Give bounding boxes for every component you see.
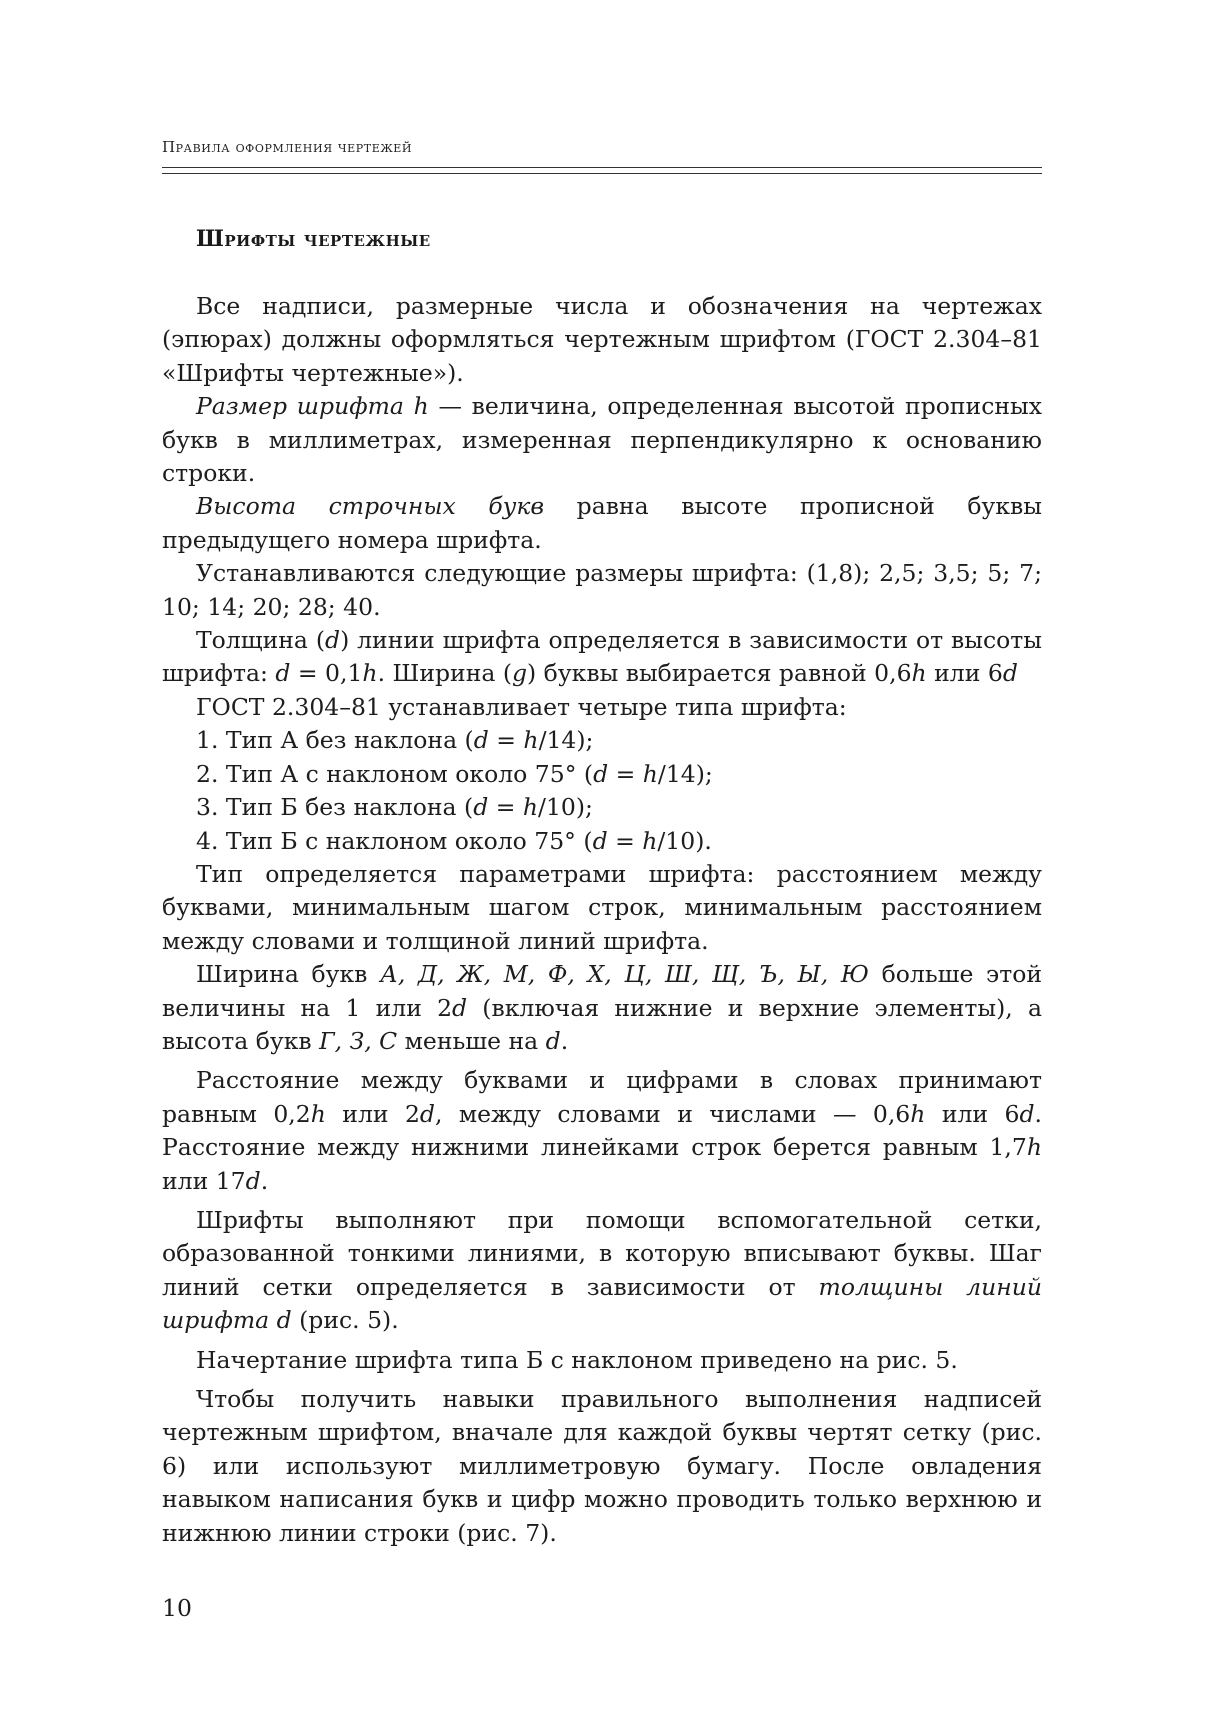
text: больше этой величины на 1 или 2 bbox=[162, 960, 1043, 1022]
text: = bbox=[488, 726, 524, 755]
text: . Расстояние между нижними линейками строк берется равным 1,7 bbox=[162, 1099, 1042, 1162]
text: /14); bbox=[538, 726, 594, 755]
text: (включая нижние и верхние элементы), а высота букв bbox=[162, 993, 1042, 1055]
list-item bbox=[162, 724, 1042, 757]
text: = 0,1 bbox=[290, 659, 363, 688]
text: . bbox=[260, 1166, 269, 1195]
text: или 6 bbox=[925, 1099, 1020, 1128]
italic-text: Высота строчных букв bbox=[196, 492, 545, 521]
paragraph bbox=[162, 1204, 1042, 1338]
paragraph bbox=[162, 958, 1042, 1058]
running-head: Правила оформления чертежей bbox=[162, 138, 413, 156]
paragraph bbox=[162, 390, 1042, 490]
text: или 2 bbox=[325, 1099, 420, 1128]
text: или 6 bbox=[926, 659, 1003, 688]
text: (рис. 5). bbox=[291, 1306, 399, 1335]
text: 3. Тип Б без наклона ( bbox=[196, 793, 474, 822]
italic-text: d bbox=[245, 1166, 261, 1195]
text: Ширина букв bbox=[196, 960, 381, 989]
italic-text: d bbox=[1019, 1099, 1035, 1128]
text: = bbox=[607, 826, 643, 855]
text: — величина, определенная высотой прописных букв в миллиметрах, измеренная перпендикулярно к основанию строки. bbox=[162, 392, 1042, 488]
italic-text: d bbox=[325, 626, 341, 655]
italic-text: А, Д, Ж, М, Ф, Х, Ц, Ш, Щ, Ъ, Ы, Ю bbox=[380, 960, 869, 989]
italic-text: h bbox=[911, 659, 927, 688]
text: Начертание шрифта типа Б с наклоном приведено на рис. 5. bbox=[196, 1345, 958, 1374]
italic-text: d bbox=[592, 826, 608, 855]
text: Тип определяется параметрами шрифта: расстоянием между буквами, минимальным шагом строк, минимальным расстоянием между словами и толщиной линий шрифта. bbox=[162, 859, 1042, 955]
paragraph bbox=[162, 557, 1042, 624]
paragraph bbox=[162, 691, 1042, 724]
paragraph bbox=[162, 858, 1042, 958]
list-item bbox=[162, 758, 1042, 791]
text: Устанавливаются следующие размеры шрифта: (1,8); 2,5; 3,5; 5; 7; 10; 14; 20; 28; 40. bbox=[162, 559, 1042, 621]
text: = bbox=[488, 793, 523, 822]
italic-text: h bbox=[642, 826, 658, 855]
paragraph bbox=[162, 1344, 1042, 1377]
text: ) линии шрифта определяется в зависимости от высоты шрифта: bbox=[162, 626, 1042, 688]
text: ) буквы выбирается равной 0,6 bbox=[527, 659, 912, 688]
italic-text: h bbox=[642, 759, 658, 788]
header-rule-top bbox=[162, 167, 1042, 168]
italic-text: d bbox=[473, 726, 489, 755]
text: ГОСТ 2.304–81 устанавливает четыре типа шрифта: bbox=[196, 692, 847, 721]
list-item bbox=[162, 791, 1042, 824]
italic-text: Размер шрифта h bbox=[196, 392, 429, 421]
italic-text: h bbox=[910, 1099, 926, 1128]
italic-text: h bbox=[310, 1099, 326, 1128]
text: = bbox=[608, 759, 643, 788]
text: . Ширина ( bbox=[377, 659, 512, 688]
list-item bbox=[162, 825, 1042, 858]
italic-text: Г, З, С bbox=[319, 1026, 398, 1055]
text: Все надписи, размерные числа и обозначения на чертежах (эпюрах) должны оформляться чертежным шрифтом (ГОСТ 2.304–81 «Шрифты чертежные»). bbox=[162, 292, 1042, 387]
paragraph bbox=[162, 490, 1042, 557]
paragraph bbox=[162, 1064, 1042, 1198]
italic-text: d bbox=[545, 1026, 561, 1055]
text: 2. Тип А с наклоном около 75° ( bbox=[196, 759, 594, 788]
text: , между словами и числами — 0,6 bbox=[434, 1099, 911, 1128]
text: /10). bbox=[657, 826, 712, 855]
body-text bbox=[162, 290, 1042, 1550]
italic-text: d bbox=[275, 659, 291, 688]
text: . bbox=[560, 1026, 569, 1055]
italic-text: g bbox=[512, 659, 528, 688]
text: или 17 bbox=[162, 1166, 246, 1195]
text: /14); bbox=[657, 759, 713, 788]
text: Расстояние между буквами и цифрами в словах принимают равным 0,2 bbox=[162, 1066, 1042, 1128]
italic-text: d bbox=[452, 993, 468, 1022]
italic-text: h bbox=[522, 793, 539, 822]
paragraph bbox=[162, 624, 1042, 691]
section-heading: Шрифты чертежные bbox=[196, 226, 431, 252]
page-number: 10 bbox=[162, 1594, 192, 1622]
italic-text: толщины линий шрифта d bbox=[162, 1272, 1042, 1335]
italic-text: d bbox=[473, 793, 489, 822]
text: 1. Тип А без наклона ( bbox=[196, 726, 474, 755]
text: меньше на bbox=[397, 1026, 546, 1055]
italic-text: h bbox=[362, 659, 378, 688]
text: Чтобы получить навыки правильного выполнения надписей чертежным шрифтом, вначале для каждой буквы чертят сетку (рис. 6) или используют миллиметровую бумагу. После овладения навыком написания букв и цифр можно проводить только верхнюю и нижнюю линии строки (рис. 7). bbox=[162, 1385, 1042, 1547]
italic-text: d bbox=[593, 759, 609, 788]
text: равна высоте прописной буквы предыдущего номера шрифта. bbox=[162, 492, 1042, 554]
text: Толщина ( bbox=[196, 626, 326, 655]
paragraph bbox=[162, 1383, 1042, 1550]
italic-text: h bbox=[523, 726, 539, 755]
italic-text: h bbox=[1026, 1133, 1042, 1162]
text: /10); bbox=[538, 793, 593, 822]
header-rule-bottom bbox=[162, 173, 1042, 174]
italic-text: d bbox=[419, 1099, 435, 1128]
text: 4. Тип Б с наклоном около 75° ( bbox=[196, 826, 593, 855]
text: Шрифты выполняют при помощи вспомогательной сетки, образованной тонкими линиями, в которую вписывают буквы. Шаг линий сетки определяется в зависимости от bbox=[162, 1205, 1042, 1301]
italic-text: d bbox=[1002, 659, 1018, 688]
paragraph bbox=[162, 290, 1042, 390]
